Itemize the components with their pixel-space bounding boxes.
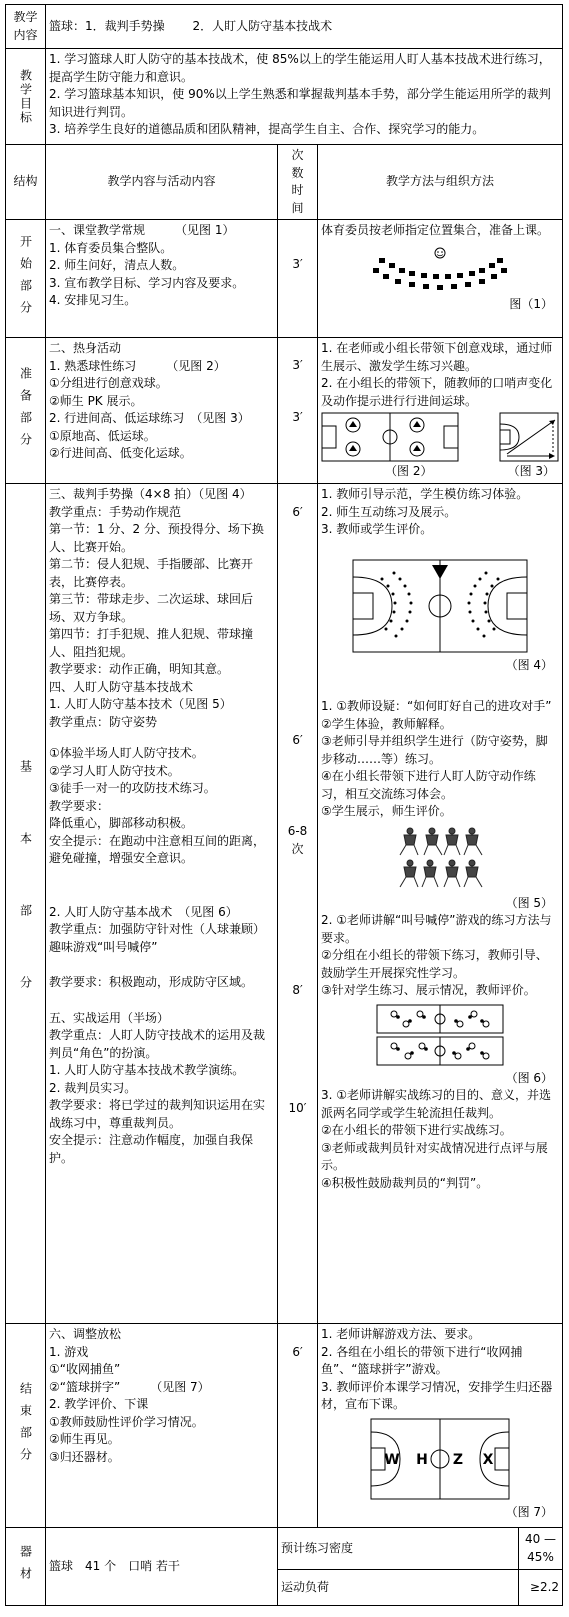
basic-method-line: ②分组在小组长的带领下练习，教师引导、鼓励学生开展探究性学习。 [321, 948, 548, 980]
basic-label: 基本部分 [18, 759, 33, 1048]
start-content-line: 3. 宣布教学目标、学习内容及要求。 [49, 275, 245, 290]
fig3-court-diagram [499, 412, 559, 462]
load-value: ≥2.2 [519, 1570, 563, 1606]
end-content-line: ②师生再见。 [49, 1432, 120, 1446]
basic-content-line: 1. 人盯人防守基本技术（见图 5） [49, 697, 232, 711]
col-method: 教学方法与组织方法 [318, 145, 563, 220]
formation-diagram [365, 244, 515, 292]
prep-label: 准备部分 [18, 366, 33, 455]
basic-method-line: ③针对学生练习、展示情况，教师评价。 [321, 983, 536, 997]
basic-section-row [6, 484, 563, 1324]
end-content-line: 六、调整放松 [49, 1327, 122, 1341]
end-method [318, 1324, 563, 1528]
basic-time-4: 8′ [292, 983, 303, 997]
end-time: 6′ [292, 1345, 303, 1359]
basic-method-line: 2. ①老师讲解“叫号喊停”游戏的练习方法与要求。 [321, 913, 552, 945]
basic-method-line: ③老师或裁判员针对实战情况进行点评与展示。 [321, 1140, 548, 1172]
basic-content-line: 第四节：打手犯规、推人犯规、带球撞人、阻挡犯规。 [49, 627, 254, 659]
basic-method-line: 3. ①老师讲解实战练习的目的、意义，并选派两名同学或学生轮流担任裁判。 [321, 1088, 552, 1120]
basic-content-line: 教学要求：将已学过的裁判知识运用在实战练习中，尊重裁判员。 [49, 1098, 266, 1130]
col-structure: 结构 [6, 145, 46, 220]
end-label: 结束部分 [18, 1381, 33, 1470]
goals-row [6, 49, 563, 145]
fig1-caption: 图（1） [509, 296, 554, 311]
prep-content-line: ①原地高、低运球。 [49, 428, 156, 443]
basic-content-line: 教学要求： [49, 798, 110, 813]
prep-method-line: 1. 在老师或小组长带领下创意戏球，通过师生展示、激发学生练习兴趣。 [321, 341, 553, 373]
basic-content-line: 教学重点：人盯人防守技战术的运用及裁判员“角色”的扮演。 [49, 1028, 266, 1060]
start-method-line: 体育委员按老师指定位置集合，准备上课。 [321, 223, 550, 237]
basic-content-line: 教学重点：手势动作规范 [49, 504, 182, 519]
start-label: 开始部分 [18, 234, 33, 323]
prep-time-1: 3′ [292, 358, 303, 372]
fig7-letter-h: H [416, 1451, 428, 1468]
basic-method-line: 1. 教师引导示范，学生模仿练习体验。 [321, 487, 529, 501]
prep-time-2: 3′ [292, 409, 303, 424]
basic-method-line: ⑤学生展示，师生评价。 [321, 804, 452, 818]
basic-content-line: 安全提示：在跑动中注意相互间的距离，避免碰撞，增强安全意识。 [49, 833, 266, 865]
equip-value: 篮球 41 个 口哨 若干 [46, 1528, 278, 1606]
basic-content-line: 第一节：1 分、2 分、预投得分、场下换人、比赛开始。 [49, 522, 264, 554]
basic-method [318, 484, 563, 1324]
end-method-line: 3. 教师评价本课学习情况，安排学生归还器材，宣布下课。 [321, 1379, 553, 1411]
fig6-court-diagram [376, 1004, 504, 1066]
basic-method-line: ②学生体验，教师解释。 [321, 716, 452, 731]
basic-time-3: 6-8 次 [287, 824, 308, 856]
start-content [46, 220, 278, 338]
end-section-row [6, 1324, 563, 1528]
density-value: 40 —45% [519, 1528, 563, 1570]
fig3-caption: （图 3） [507, 464, 556, 478]
goals-label: 教学目标 [18, 68, 33, 125]
fig4-court-diagram [352, 559, 528, 653]
prep-content [46, 338, 278, 484]
equipment-row [6, 1528, 563, 1570]
basic-time-5: 10′ [288, 1100, 307, 1115]
fig4-caption: （图 4） [505, 657, 554, 672]
load-label: 运动负荷 [278, 1570, 519, 1606]
basic-method-line: ②在小组长的带领下进行实战练习。 [321, 1123, 512, 1137]
fig6-caption: （图 6） [505, 1070, 554, 1085]
basic-content-line: 1. 人盯人防守基本技战术教学演练。 [49, 1063, 245, 1077]
column-header-row [6, 145, 563, 220]
basic-content-line: 第二节：侵人犯规、手指腰部、比赛开表，比赛停表。 [49, 557, 254, 589]
end-content-line: ③归还器材。 [49, 1449, 120, 1464]
basic-content-line: ②学习人盯人防守技术。 [49, 763, 180, 778]
basic-content-line: 2. 人盯人防守基本战术 （见图 6） [49, 904, 238, 919]
fig2-caption: （图 2） [385, 464, 433, 478]
basic-content [46, 484, 278, 1324]
basic-content-line: 2. 裁判员实习。 [49, 1080, 137, 1095]
basic-content-line: 第三节：带球走步、二次运球、球回后场、双方争球。 [49, 592, 254, 624]
start-method [318, 220, 563, 338]
start-section-row [6, 220, 563, 338]
content-value: 篮球：1．裁判手势操 2．人盯人防守基本技战术 [46, 5, 563, 49]
basic-method-line: ③老师引导并组织学生进行（防守姿势，脚步移动……等）练习。 [321, 734, 548, 766]
end-content-line: 1. 游戏 [49, 1344, 89, 1359]
col-time: 次数时间 [278, 145, 318, 220]
col-content: 教学内容与活动内容 [46, 145, 278, 220]
basic-content-line: ①体验半场人盯人防守技术。 [49, 746, 204, 760]
start-time: 3′ [292, 257, 303, 271]
basic-content-line: ③徒手一对一的攻防技术练习。 [49, 781, 216, 795]
start-content-line: 一、课堂教学常规 （见图 1） [49, 223, 235, 237]
prep-content-line: 二、热身活动 [49, 341, 122, 355]
basic-method-line: 1. ①教师设疑：“如何盯好自己的进攻对手” [321, 699, 552, 713]
goals-cell [46, 49, 563, 145]
density-label: 预计练习密度 [278, 1528, 519, 1570]
basic-time-2: 6′ [292, 732, 303, 747]
fig5-players-illustration [390, 825, 490, 891]
basic-content-line: 三、裁判手势操（4×8 拍）（见图 4） [49, 487, 252, 501]
basic-method-line: 3. 教师或学生评价。 [321, 522, 433, 536]
content-label: 教学内容 [6, 5, 46, 49]
fig5-caption: （图 5） [505, 895, 554, 910]
basic-content-line: 降低重心，脚部移动积极。 [49, 816, 194, 830]
prep-content-line: 1. 熟悉球性练习 （见图 2） [49, 358, 226, 373]
end-content-line: 2. 教学评价、下课 [49, 1397, 149, 1411]
content-row [6, 5, 563, 49]
end-method-line: 1. 老师讲解游戏方法、要求。 [321, 1327, 481, 1341]
fig2-court-diagram [321, 412, 459, 462]
prep-method-line: 2. 在小组长的带领下，随教师的口哨声变化及动作提示进行行进间运球。 [321, 376, 553, 408]
goal-3: 3. 培养学生良好的道德品质和团队精神，提高学生自主、合作、探究学习的能力。 [49, 122, 485, 136]
equip-label: 器材 [18, 1544, 33, 1589]
start-content-line: 2. 师生问好，清点人数。 [49, 258, 185, 272]
fig7-letter-w: W [384, 1451, 400, 1468]
basic-content-line: 五、实战运用（半场） [49, 1010, 170, 1025]
start-content-line: 1. 体育委员集合整队。 [49, 240, 173, 255]
fig7-letter-z: Z [452, 1451, 464, 1468]
goal-1: 1. 学习篮球人盯人防守的基本技战术，使 85%以上的学生能运用人盯人基本技战术进行练习，提高学生防守能力和意识。 [49, 52, 551, 84]
basic-method-line: ④在小组长带领下进行人盯人防守动作练习，相互交流练习体会。 [321, 769, 536, 801]
end-content-line: ①“收网捕鱼” [49, 1362, 121, 1376]
prep-method [318, 338, 563, 484]
prep-content-line: ①分组进行创意戏球。 [49, 376, 168, 390]
basic-content-line: 教学要求：动作正确，明知其意。 [49, 662, 230, 676]
basic-content-line: 教学要求：积极跑动，形成防守区域。 [49, 975, 254, 989]
end-content-line: ②“篮球拼字” （见图 7） [49, 1379, 210, 1394]
basic-content-line: 教学重点：加强防守针对性（人球兼顾） [49, 922, 266, 936]
basic-content-line: 安全提示：注意动作幅度，加强自我保护。 [49, 1133, 254, 1165]
basic-time-1: 6′ [292, 505, 303, 519]
basic-method-line: ④积极性鼓励裁判员的“判罚”。 [321, 1175, 489, 1190]
basic-method-line: 2. 师生互动练习及展示。 [321, 504, 457, 519]
basic-content-line: 趣味游戏“叫号喊停” [49, 939, 158, 954]
fig7-caption: （图 7） [505, 1504, 554, 1519]
basic-content-line: 四、人盯人防守基本技战术 [49, 679, 194, 694]
goal-2: 2. 学习篮球基本知识，使 90%以上学生熟悉和掌握裁判基本手势，部分学生能运用所学的裁判知识进行判罚。 [49, 87, 551, 119]
end-content [46, 1324, 278, 1528]
fig7-letter-x: X [482, 1451, 494, 1468]
prep-content-line: ②师生 PK 展示。 [49, 393, 143, 408]
lesson-plan-table [5, 4, 563, 1606]
prep-content-line: ②行进间高、低变化运球。 [49, 446, 192, 460]
prep-content-line: 2. 行进间高、低运球练习 （见图 3） [49, 411, 250, 425]
basic-content-line: 教学重点：防守姿势 [49, 714, 158, 729]
prep-section-row [6, 338, 563, 484]
end-content-line: ①教师鼓励性评价学习情况。 [49, 1414, 204, 1429]
start-content-line: 4. 安排见习生。 [49, 293, 137, 307]
end-method-line: 2. 各组在小组长的带领下进行“收网捕鱼”、“篮球拼字”游戏。 [321, 1344, 523, 1376]
fig7-court-diagram [370, 1418, 510, 1500]
